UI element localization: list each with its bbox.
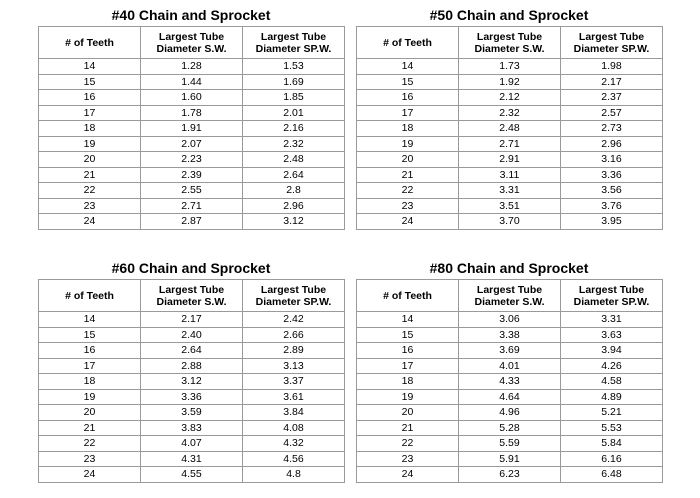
table-cell: 16 [357,90,459,106]
table-row [357,343,663,359]
table-cell: 3.61 [243,389,345,405]
table-cell: 3.70 [459,214,561,230]
table-cell: 23 [357,198,459,214]
table-cell: 3.38 [459,327,561,343]
table-cell: 15 [357,74,459,90]
table-cell: 4.56 [243,451,345,467]
table-cell: 3.51 [459,198,561,214]
table-cell: 2.32 [243,136,345,152]
table-cell: 4.89 [561,389,663,405]
table-row [357,358,663,374]
table-cell: 3.69 [459,343,561,359]
table-block-80 [356,257,662,483]
column-header: # of Teeth [357,280,459,312]
table-row [39,74,345,90]
table-row [357,183,663,199]
table-cell: 1.85 [243,90,345,106]
table-cell: 5.28 [459,420,561,436]
table-row [39,214,345,230]
table-cell: 4.31 [141,451,243,467]
chain-table-60 [38,279,345,483]
table-cell: 21 [39,420,141,436]
table-cell: 2.37 [561,90,663,106]
table-cell: 15 [357,327,459,343]
table-cell: 3.59 [141,405,243,421]
table-cell: 16 [357,343,459,359]
table-cell: 4.32 [243,436,345,452]
table-cell: 2.12 [459,90,561,106]
table-cell: 2.8 [243,183,345,199]
table-cell: 20 [39,405,141,421]
table-cell: 3.11 [459,167,561,183]
table-cell: 5.59 [459,436,561,452]
table-cell: 3.06 [459,312,561,328]
table-cell: 1.53 [243,59,345,75]
table-cell: 18 [357,374,459,390]
table-block-60 [38,257,344,483]
table-cell: 3.83 [141,420,243,436]
table-title: #50 Chain and Sprocket [429,7,589,23]
table-row [39,105,345,121]
column-header: Largest Tube Diameter S.W. [141,27,243,59]
table-row [357,312,663,328]
table-cell: 4.26 [561,358,663,374]
table-cell: 18 [39,374,141,390]
table-cell: 2.71 [459,136,561,152]
table-cell: 6.48 [561,467,663,483]
header-row [357,27,663,59]
table-cell: 14 [357,59,459,75]
table-cell: 2.57 [561,105,663,121]
table-row [357,198,663,214]
table-cell: 2.17 [141,312,243,328]
table-row [357,327,663,343]
table-title: #80 Chain and Sprocket [429,260,589,276]
table-cell: 4.07 [141,436,243,452]
table-row [39,167,345,183]
table-cell: 4.55 [141,467,243,483]
table-row [39,90,345,106]
table-row [39,374,345,390]
column-header: Largest Tube Diameter SP.W. [243,280,345,312]
table-row [357,467,663,483]
table-cell: 2.96 [561,136,663,152]
table-cell: 21 [39,167,141,183]
table-cell: 3.76 [561,198,663,214]
table-cell: 3.31 [459,183,561,199]
table-cell: 21 [357,420,459,436]
table-row [357,74,663,90]
table-cell: 2.42 [243,312,345,328]
table-row [39,343,345,359]
table-row [39,312,345,328]
table-cell: 2.96 [243,198,345,214]
table-cell: 3.12 [141,374,243,390]
table-row [357,420,663,436]
table-cell: 16 [39,343,141,359]
table-cell: 2.66 [243,327,345,343]
header-row [39,280,345,312]
table-cell: 3.36 [561,167,663,183]
table-cell: 4.58 [561,374,663,390]
table-cell: 19 [357,136,459,152]
table-cell: 14 [39,312,141,328]
table-cell: 19 [39,389,141,405]
column-header: # of Teeth [39,27,141,59]
table-cell: 1.60 [141,90,243,106]
table-row [357,214,663,230]
table-row [357,167,663,183]
table-cell: 6.16 [561,451,663,467]
table-cell: 4.33 [459,374,561,390]
table-cell: 3.12 [243,214,345,230]
table-row [39,451,345,467]
table-row [39,198,345,214]
table-cell: 5.53 [561,420,663,436]
table-cell: 17 [357,105,459,121]
table-row [357,152,663,168]
table-cell: 2.48 [243,152,345,168]
table-cell: 5.84 [561,436,663,452]
table-cell: 24 [357,467,459,483]
table-cell: 2.64 [243,167,345,183]
table-cell: 1.92 [459,74,561,90]
table-cell: 2.16 [243,121,345,137]
table-cell: 2.71 [141,198,243,214]
table-cell: 2.17 [561,74,663,90]
table-row [357,436,663,452]
table-cell: 1.73 [459,59,561,75]
table-row [39,405,345,421]
column-header: Largest Tube Diameter S.W. [459,280,561,312]
table-cell: 2.64 [141,343,243,359]
table-cell: 18 [357,121,459,137]
table-cell: 22 [357,436,459,452]
table-cell: 2.55 [141,183,243,199]
table-row [357,374,663,390]
table-cell: 23 [39,451,141,467]
table-cell: 3.95 [561,214,663,230]
table-cell: 24 [39,467,141,483]
table-cell: 19 [39,136,141,152]
table-row [39,358,345,374]
table-cell: 18 [39,121,141,137]
table-cell: 14 [357,312,459,328]
table-cell: 4.01 [459,358,561,374]
table-row [357,389,663,405]
table-cell: 1.69 [243,74,345,90]
table-cell: 15 [39,74,141,90]
table-cell: 20 [39,152,141,168]
table-cell: 3.84 [243,405,345,421]
table-cell: 17 [39,358,141,374]
table-cell: 4.8 [243,467,345,483]
table-cell: 2.32 [459,105,561,121]
table-cell: 4.96 [459,405,561,421]
table-cell: 17 [357,358,459,374]
table-cell: 20 [357,152,459,168]
table-row [39,152,345,168]
table-cell: 2.39 [141,167,243,183]
table-cell: 3.36 [141,389,243,405]
chain-table-80 [356,279,663,483]
column-header: # of Teeth [357,27,459,59]
table-row [39,183,345,199]
table-cell: 19 [357,389,459,405]
table-row [357,121,663,137]
header-row [357,280,663,312]
table-row [357,105,663,121]
table-cell: 4.64 [459,389,561,405]
table-cell: 2.88 [141,358,243,374]
table-cell: 15 [39,327,141,343]
table-cell: 1.78 [141,105,243,121]
table-cell: 1.44 [141,74,243,90]
table-cell: 24 [39,214,141,230]
table-row [39,467,345,483]
table-cell: 5.21 [561,405,663,421]
table-cell: 3.94 [561,343,663,359]
table-row [39,420,345,436]
table-cell: 4.08 [243,420,345,436]
table-row [357,451,663,467]
table-title: #40 Chain and Sprocket [111,7,271,23]
table-cell: 2.23 [141,152,243,168]
table-cell: 24 [357,214,459,230]
table-row [357,136,663,152]
table-cell: 5.91 [459,451,561,467]
column-header: Largest Tube Diameter SP.W. [243,27,345,59]
table-cell: 2.73 [561,121,663,137]
table-row [39,436,345,452]
header-row [39,27,345,59]
table-cell: 3.56 [561,183,663,199]
table-row [39,389,345,405]
table-cell: 1.98 [561,59,663,75]
column-header: # of Teeth [39,280,141,312]
table-row [39,327,345,343]
table-block-40 [38,4,344,230]
table-title: #60 Chain and Sprocket [111,260,271,276]
table-cell: 2.48 [459,121,561,137]
table-cell: 22 [357,183,459,199]
table-cell: 22 [39,183,141,199]
table-cell: 17 [39,105,141,121]
column-header: Largest Tube Diameter SP.W. [561,280,663,312]
table-cell: 22 [39,436,141,452]
table-row [39,121,345,137]
table-block-50 [356,4,662,230]
table-cell: 3.63 [561,327,663,343]
table-cell: 16 [39,90,141,106]
table-cell: 2.01 [243,105,345,121]
table-cell: 6.23 [459,467,561,483]
table-cell: 1.91 [141,121,243,137]
table-cell: 14 [39,59,141,75]
table-cell: 1.28 [141,59,243,75]
table-cell: 21 [357,167,459,183]
column-header: Largest Tube Diameter S.W. [459,27,561,59]
table-cell: 20 [357,405,459,421]
table-cell: 2.91 [459,152,561,168]
table-cell: 2.07 [141,136,243,152]
table-cell: 23 [357,451,459,467]
table-row [357,405,663,421]
table-row [39,59,345,75]
table-cell: 2.40 [141,327,243,343]
column-header: Largest Tube Diameter SP.W. [561,27,663,59]
table-cell: 2.89 [243,343,345,359]
table-cell: 23 [39,198,141,214]
table-row [39,136,345,152]
table-row [357,59,663,75]
table-cell: 2.87 [141,214,243,230]
table-cell: 3.13 [243,358,345,374]
column-header: Largest Tube Diameter S.W. [141,280,243,312]
chain-table-50 [356,26,663,230]
table-cell: 3.31 [561,312,663,328]
table-cell: 3.16 [561,152,663,168]
table-row [357,90,663,106]
chain-table-40 [38,26,345,230]
table-cell: 3.37 [243,374,345,390]
